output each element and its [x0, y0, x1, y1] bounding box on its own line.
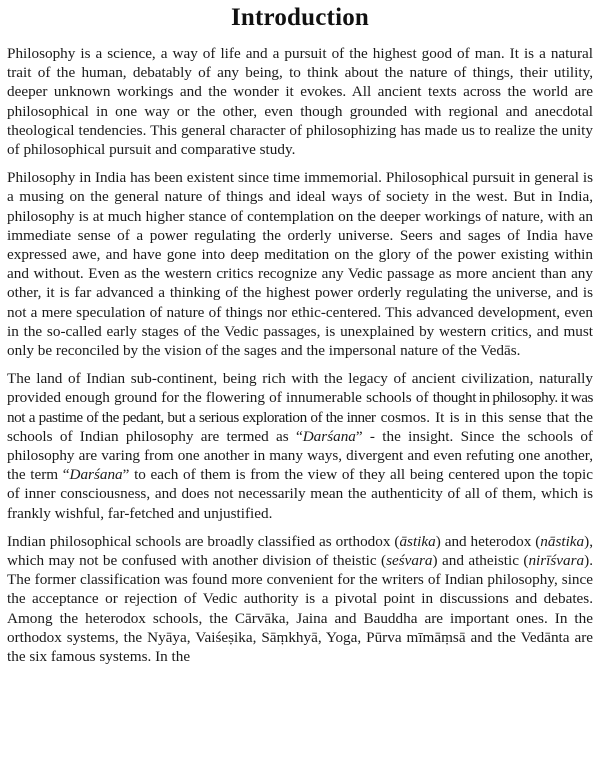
- term-sesvara: seśvara: [386, 552, 433, 570]
- term-darsana: Darśana: [69, 466, 123, 484]
- paragraph-text: Philosophy is a science, a way of life and a pursuit of the highest good of man. It is a natural trait of the human, debatably of any being, to think about the nature of things, their utility, deeper unknown workings and the wonder it evokes. All ancient texts across the world are philosophical in one way or the other, even though grounded with regional and anecdotal theological tendencies. This general character of philosophizing has made us to realize the unity of philosophical pursuit and comparative study.: [7, 45, 593, 159]
- paragraph-text: ” to each of them is from the view of they all being centered upon the topic of inner consciousness, and does not necessarily mean the authenticity of all of them, which is frankly wishful, far-fetched and unjustified.: [7, 466, 593, 522]
- paragraph-text-condensed: thought in philosophy. it was not a pastime of the pedant, but a serious exploration of the inner: [7, 389, 594, 426]
- page-title: Introduction: [230, 4, 370, 31]
- paragraph-text: cosmos. It is in this sense that the schools of Indian philosophy are termed as “: [7, 408, 594, 445]
- paragraph-text: Indian philosophical schools are broadly classified as orthodox (: [7, 532, 400, 550]
- paragraph-3: [7, 369, 593, 523]
- paragraph-text: ) and atheistic (: [432, 552, 529, 570]
- paragraph-text: ) and heterodox (: [435, 532, 541, 550]
- paragraph-text: ), which may not be confused with another division of theistic (: [7, 532, 593, 570]
- paragraph-text: Philosophy in India has been existent since time immemorial. Philosophical pursuit in general is a musing on the general nature of things and ideal ways of society in the west. But in India, philosophy is at much higher stance of contemplation on the deeper workings of nature, with an immediate sense of a power regulating the orderly universe. Seers and sages of India have expressed awe, and have gone into deep meditation on the glory of the power existing within and without. Even as the western critics recognize any Vedic passage as more ancient than any other, it is far advanced a thinking of the highest power orderly regulating the universe, and is not a mere speculation of nature of things nor ethic-centered. This advanced development, even in the so-called early stages of the Vedic passages, is unexplained by western critics, and must only be reconciled by the vision of the sages and the impersonal nature of the Vedās.: [7, 169, 593, 360]
- paragraph-2: [7, 168, 593, 360]
- paragraph-text: The land of Indian sub-continent, being rich with the legacy of ancient civilization, naturally provided enough ground for the flowering of innumerable schools of: [7, 370, 593, 407]
- term-astika: āstika: [399, 532, 436, 550]
- term-nirisvara: nirīśvara: [528, 552, 585, 570]
- term-nastika: nāstika: [540, 532, 585, 550]
- paragraph-4: [7, 532, 593, 666]
- paragraph-text: ” - the insight. Since the schools of philosophy are varing from one another in many ways, divergent and even refuting one another, the term “: [7, 427, 593, 484]
- document-page: [7, 0, 593, 666]
- paragraph-text: ). The former classification was found more convenient for the writers of Indian philosophy, since the acceptance or rejection of Vedic authority is a pivotal point in discussions and debates. Among the heterodox schools, the Cārvāka, Jaina and Bauddha are important ones. In the orthodox systems, the Nyāya, Vaiśeṣika, Sāṃkhyā, Yoga, Pūrva mīmāṃsā and the Vedānta are the six famous systems. In the: [7, 552, 593, 666]
- paragraph-1: [7, 44, 593, 159]
- term-darsana: Darśana: [302, 427, 356, 445]
